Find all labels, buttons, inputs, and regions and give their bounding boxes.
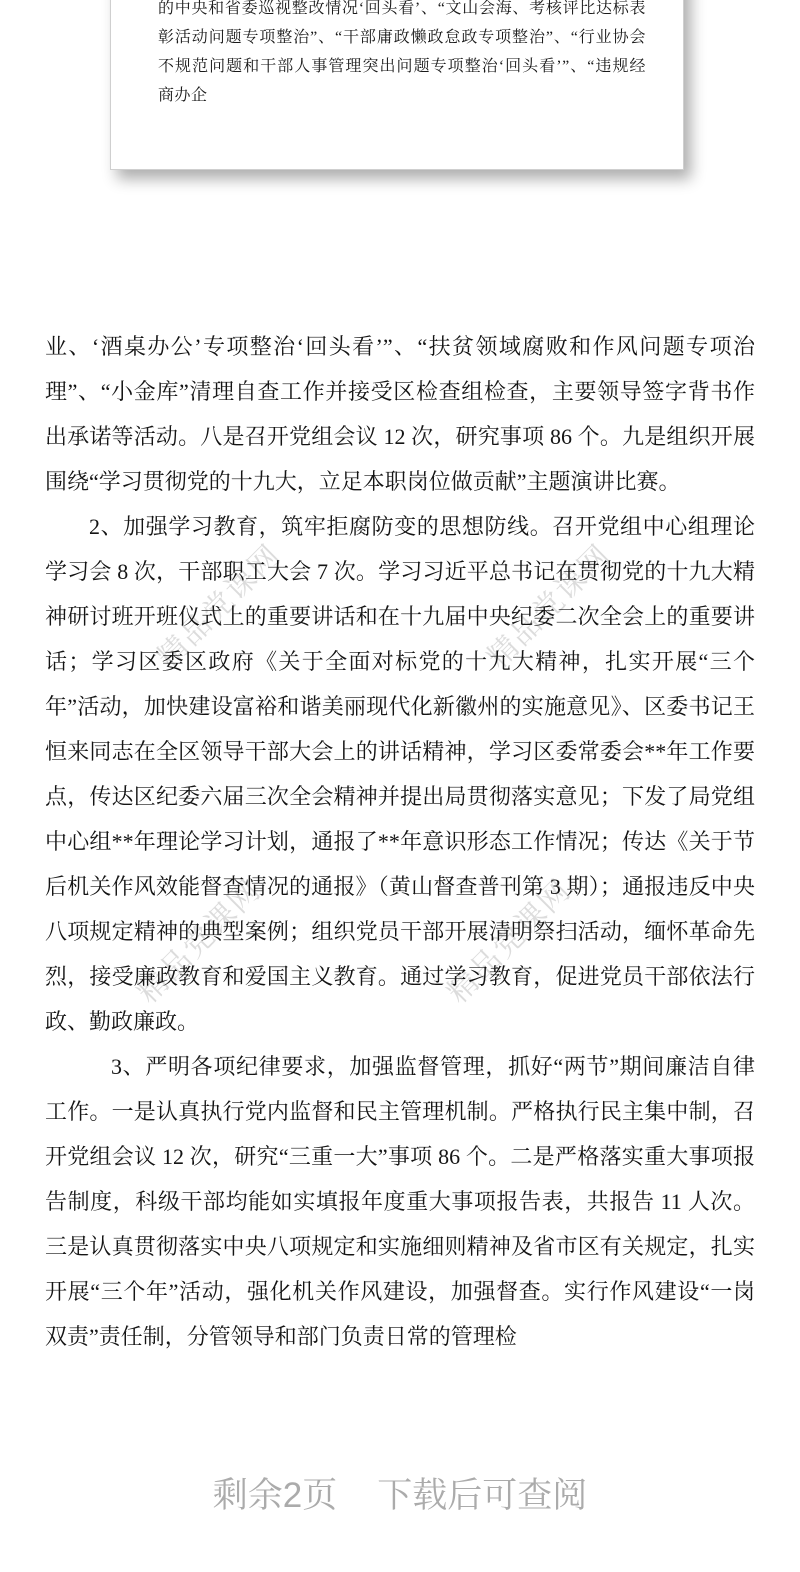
watermark-text: 精品党课网 — [151, 538, 288, 675]
download-to-view-hint: 下载后可查阅 — [377, 1476, 588, 1515]
watermark-text: 精品党课网 — [441, 873, 578, 1010]
paragraph-continuation: 业、‘酒桌办公’专项整治‘回头看’”、“扶贫领域腐败和作风问题专项治理”、“小金库”清理自查工作并接受区检查组检查，主要领导签字背书作出承诺等活动。八是召开党组会议 12 次，研究事项 86 个。九是组织开展围绕“学习贯彻党的十九大，立足本职岗位做贡献”主题演讲比赛。 — [45, 334, 755, 494]
page-preview-card — [110, 0, 684, 170]
remaining-pages-hint — [0, 1468, 800, 1518]
paragraph-section-3: 3、严明各项纪律要求，加强监督管理，抓好“两节”期间廉洁自律工作。一是认真执行党内监督和民主管理机制。严格执行民主集中制，召开党组会议 12 次，研究“三重一大”事项 86 个。二是严格落实重大事项报告制度，科级干部均能如实填报年度重大事项报告表，共报告 11 人次。三是认真贯彻落实中央八项规定和实施细则精神及省市区有关规定，扎实开展“三个年”活动，强化机关作风建设，加强督查。实行作风建设“一岗双责”责任制，分管领导和部门负责日常的管理检 — [45, 1054, 755, 1349]
remaining-pages-count: 剩余2页 — [212, 1476, 338, 1515]
document-body — [45, 324, 755, 1359]
page-preview-text: 的中央和省委巡视整改情况‘回头看’、“文山会海、考核评比达标表彰活动问题专项整治”、“干部庸政懒政怠政专项整治”、“行业协会不规范问题和干部人事管理突出问题专项整治‘回头看’”、“违规经商办企 — [158, 0, 646, 104]
paragraph-section-2: 2、加强学习教育，筑牢拒腐防变的思想防线。召开党组中心组理论学习会 8 次，干部职工大会 7 次。学习习近平总书记在贯彻党的十九大精神研讨班开班仪式上的重要讲话和在十九届中央纪委二次全会上的重要讲话；学习区委区政府《关于全面对标党的十九大精神，扎实开展“三个年”活动，加快建设富裕和谐美丽现代化新徽州的实施意见》、区委书记王恒来同志在全区领导干部大会上的讲话精神，学习区委常委会**年工作要点，传达区纪委六届三次全会精神并提出局贯彻落实意见；下发了局党组中心组**年理论学习计划，通报了**年意识形态工作情况；传达《关于节后机关作风效能督查情况的通报》（黄山督查普刊第 3 期）；通报违反中央八项规定精神的典型案例；组织党员干部开展清明祭扫活动，缅怀革命先烈，接受廉政教育和爱国主义教育。通过学习教育，促进党员干部依法行政、勤政廉政。 — [45, 514, 755, 1034]
watermark-text: 精品党课网 — [131, 873, 268, 1010]
watermark-text: 精品党课网 — [481, 538, 618, 675]
